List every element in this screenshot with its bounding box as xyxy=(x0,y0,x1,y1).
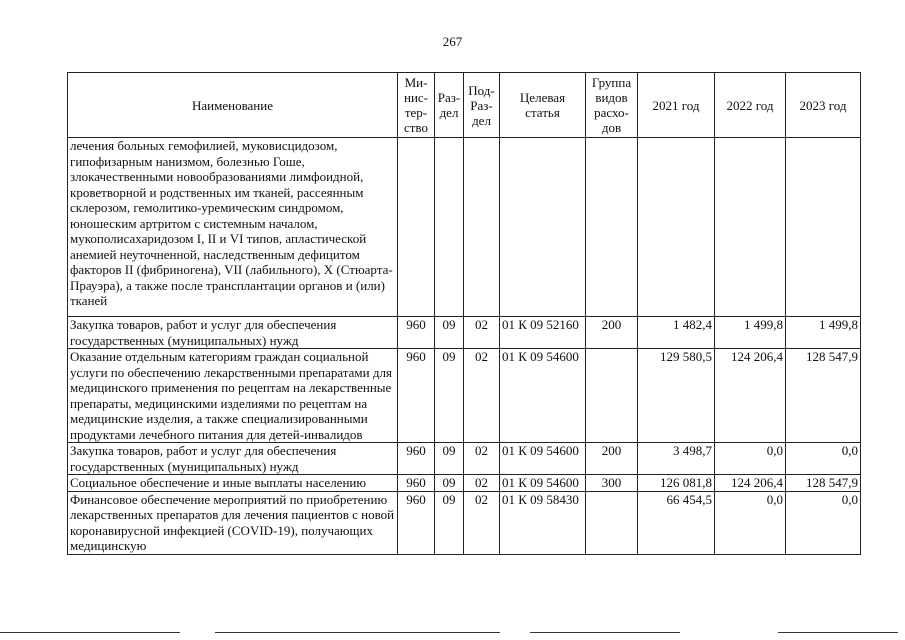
row-name: лечения больных гемофилией, муковисцидозом, гипофизарным нанизмом, болезнью Гоше, злокачественными новообразованиями лимфоидной, кроветворной и родственных им тканей, рассеянным склерозом, гемолитико-уремическим синдромом, юношеским артритом с системным началом, мукополисахаридозом I, II и VI типов, апластической анемией неуточненной, наследственным дефицитом факторов II (фибриногена), VII (лабильного), X (Стюарта-Прауэра), а также после трансплантации органов и (или) тканей xyxy=(68,138,398,317)
header-subsection: Под-Раз-дел xyxy=(464,73,500,138)
header-section: Раз-дел xyxy=(435,73,464,138)
header-year-2023: 2023 год xyxy=(786,73,861,138)
row-value-2023: 128 547,9 xyxy=(786,475,861,492)
row-section: 09 xyxy=(435,317,464,349)
row-expense-group: 200 xyxy=(586,443,638,475)
row-target: 01 К 09 52160 xyxy=(500,317,586,349)
row-name: Закупка товаров, работ и услуг для обеспечения государственных (муниципальных) нужд xyxy=(68,443,398,475)
row-ministry: 960 xyxy=(398,349,435,443)
footer-rule xyxy=(0,632,905,634)
row-value-2021: 1 482,4 xyxy=(638,317,715,349)
row-value-2022: 124 206,4 xyxy=(715,349,786,443)
row-subsection: 02 xyxy=(464,349,500,443)
row-target: 01 К 09 54600 xyxy=(500,349,586,443)
row-name: Социальное обеспечение и иные выплаты населению xyxy=(68,475,398,492)
row-name: Финансовое обеспечение мероприятий по приобретению лекарственных препаратов для лечения пациентов с новой коронавирусной инфекцией (COVID-19), получающих медицинскую xyxy=(68,491,398,554)
row-subsection: 02 xyxy=(464,475,500,492)
row-subsection: 02 xyxy=(464,491,500,554)
table-row xyxy=(68,491,861,554)
row-ministry: 960 xyxy=(398,475,435,492)
table-row xyxy=(68,317,861,349)
row-value-2021: 66 454,5 xyxy=(638,491,715,554)
row-subsection: 02 xyxy=(464,443,500,475)
empty-cell xyxy=(586,138,638,317)
page-number: 267 xyxy=(442,34,463,49)
row-section: 09 xyxy=(435,491,464,554)
row-target: 01 К 09 54600 xyxy=(500,443,586,475)
row-value-2021: 126 081,8 xyxy=(638,475,715,492)
row-expense-group xyxy=(586,349,638,443)
row-name: Закупка товаров, работ и услуг для обеспечения государственных (муниципальных) нужд xyxy=(68,317,398,349)
row-value-2021: 3 498,7 xyxy=(638,443,715,475)
table-row xyxy=(68,349,861,443)
row-expense-group: 200 xyxy=(586,317,638,349)
empty-cell xyxy=(786,138,861,317)
empty-cell xyxy=(435,138,464,317)
row-name: Оказание отдельным категориям граждан социальной услуги по обеспечению лекарственными препаратами для медицинского применения по рецептам на лекарственные препараты, медицинскими изделиями по рецептам на медицинские изделия, а также специализированными продуктами лечебного питания для детей-инвалидов xyxy=(68,349,398,443)
budget-table xyxy=(67,72,861,555)
header-year-2021: 2021 год xyxy=(638,73,715,138)
row-value-2023: 0,0 xyxy=(786,443,861,475)
row-value-2023: 128 547,9 xyxy=(786,349,861,443)
header-year-2022: 2022 год xyxy=(715,73,786,138)
row-expense-group: 300 xyxy=(586,475,638,492)
row-ministry: 960 xyxy=(398,317,435,349)
row-value-2023: 0,0 xyxy=(786,491,861,554)
empty-cell xyxy=(500,138,586,317)
divider xyxy=(0,632,180,633)
header-expense-group: Группа видов расхо-дов xyxy=(586,73,638,138)
header-target: Целевая статья xyxy=(500,73,586,138)
row-expense-group xyxy=(586,491,638,554)
row-section: 09 xyxy=(435,475,464,492)
row-ministry: 960 xyxy=(398,443,435,475)
empty-cell xyxy=(464,138,500,317)
divider xyxy=(215,632,500,633)
empty-cell xyxy=(715,138,786,317)
row-target: 01 К 09 54600 xyxy=(500,475,586,492)
row-section: 09 xyxy=(435,349,464,443)
empty-cell xyxy=(638,138,715,317)
row-target: 01 К 09 58430 xyxy=(500,491,586,554)
row-ministry: 960 xyxy=(398,491,435,554)
row-value-2022: 0,0 xyxy=(715,491,786,554)
row-value-2022: 1 499,8 xyxy=(715,317,786,349)
table-row xyxy=(68,138,861,317)
row-value-2023: 1 499,8 xyxy=(786,317,861,349)
empty-cell xyxy=(398,138,435,317)
header-ministry: Ми-нис-тер-ство xyxy=(398,73,435,138)
header-row xyxy=(68,73,861,138)
header-name: Наименование xyxy=(68,73,398,138)
table-header xyxy=(68,73,861,138)
row-value-2022: 124 206,4 xyxy=(715,475,786,492)
row-section: 09 xyxy=(435,443,464,475)
table-row xyxy=(68,443,861,475)
table-row xyxy=(68,475,861,492)
divider xyxy=(778,632,898,633)
divider xyxy=(530,632,680,633)
row-value-2021: 129 580,5 xyxy=(638,349,715,443)
row-value-2022: 0,0 xyxy=(715,443,786,475)
row-subsection: 02 xyxy=(464,317,500,349)
